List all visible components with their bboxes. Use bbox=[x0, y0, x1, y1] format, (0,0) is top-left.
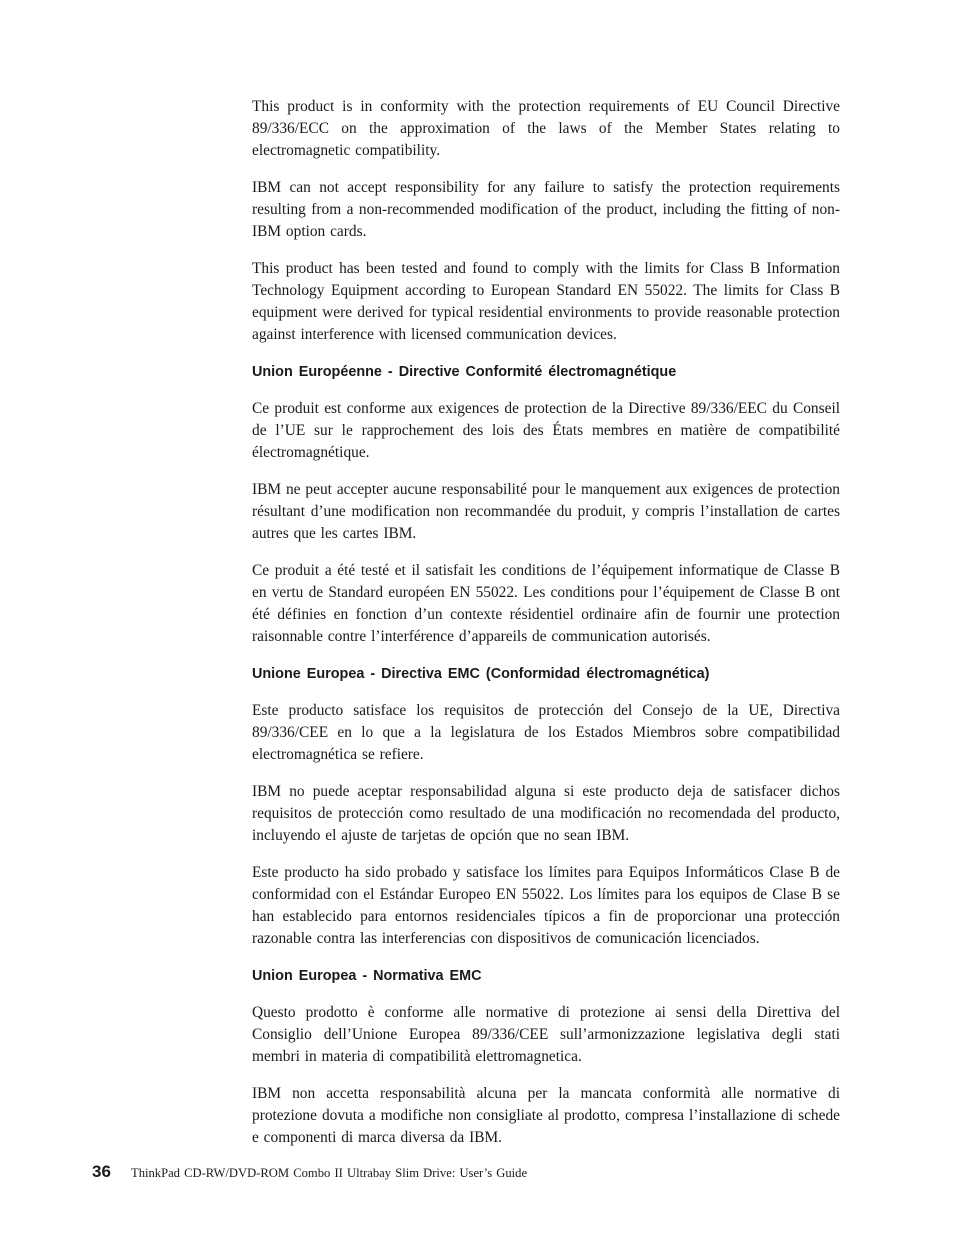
section-eu-compliance-english bbox=[252, 96, 840, 346]
section-heading: Union Europea - Normativa EMC bbox=[252, 968, 482, 984]
paragraph: IBM no puede aceptar responsabilidad alguna si este producto deja de satisfacer dichos requisitos de protección como resultado de una modificación no recomendada del producto, incluyendo el ajuste de tarjetas de opción que no sean IBM. bbox=[252, 783, 840, 844]
paragraph: IBM non accetta responsabilità alcuna per la mancata conformità alle normative di protezione dovuta a modifiche non consigliate al prodotto, compresa l’installazione di schede e componenti di marca diversa da IBM. bbox=[252, 1085, 840, 1146]
section-eu-compliance-french bbox=[252, 361, 840, 648]
paragraph: Este producto satisface los requisitos de protección del Consejo de la UE, Directiva 89/336/CEE en lo que a la legislatura de los Estados Miembros sobre compatibilidad electromagnética se refiere. bbox=[252, 702, 840, 763]
page-footer bbox=[92, 1160, 852, 1184]
section-eu-compliance-italian bbox=[252, 965, 840, 1149]
paragraph: Questo prodotto è conforme alle normative di protezione ai sensi della Direttiva del Consiglio dell’Unione Europea 89/336/CEE sull’armonizzazione legislativa degli stati membri in materia di compatibilità elettromagnetica. bbox=[252, 1004, 840, 1065]
section-heading: Union Européenne - Directive Conformité électromagnétique bbox=[252, 364, 677, 380]
page-number: 36 bbox=[92, 1162, 111, 1181]
document-title: ThinkPad CD-RW/DVD-ROM Combo II Ultrabay Slim Drive: User’s Guide bbox=[131, 1166, 528, 1180]
paragraph: IBM ne peut accepter aucune responsabilité pour le manquement aux exigences de protection résultant d’une modification non recommandée du produit, y compris l’installation de cartes autres que les cartes IBM. bbox=[252, 481, 840, 542]
paragraph: Ce produit a été testé et il satisfait les conditions de l’équipement informatique de Classe B en vertu de Standard européen EN 55022. Les conditions pour l’équipement de Classe B ont été définies en fonction d’un contexte résidentiel ordinaire afin de fournir une protection raisonnable contre l’interférence d’appareils de communication autorisés. bbox=[252, 562, 840, 645]
section-heading: Unione Europea - Directiva EMC (Conformidad électromagnética) bbox=[252, 666, 710, 682]
paragraph: This product has been tested and found to comply with the limits for Class B Information Technology Equipment according to European Standard EN 55022. The limits for Class B equipment were derived for typical residential environments to provide reasonable protection against interference with licensed communication devices. bbox=[252, 260, 840, 343]
paragraph: This product is in conformity with the protection requirements of EU Council Directive 89/336/ECC on the approximation of the laws of the Member States relating to electromagnetic compatibility. bbox=[252, 98, 840, 159]
paragraph: IBM can not accept responsibility for any failure to satisfy the protection requirements resulting from a non-recommended modification of the product, including the fitting of non-IBM option cards. bbox=[252, 179, 840, 240]
section-eu-compliance-spanish bbox=[252, 663, 840, 950]
paragraph: Este producto ha sido probado y satisface los límites para Equipos Informáticos Clase B de conformidad con el Estándar Europeo EN 55022. Los límites para los equipos de Clase B se han establecido para entornos residenciales típicos a fin de proporcionar una protección razonable contra las interferencias con dispositivos de comunicación licenciados. bbox=[252, 864, 840, 947]
paragraph: Ce produit est conforme aux exigences de protection de la Directive 89/336/EEC du Conseil de l’UE sur le rapprochement des lois des États membres en matière de compatibilité électromagnétique. bbox=[252, 400, 840, 461]
document-body bbox=[252, 96, 840, 1164]
